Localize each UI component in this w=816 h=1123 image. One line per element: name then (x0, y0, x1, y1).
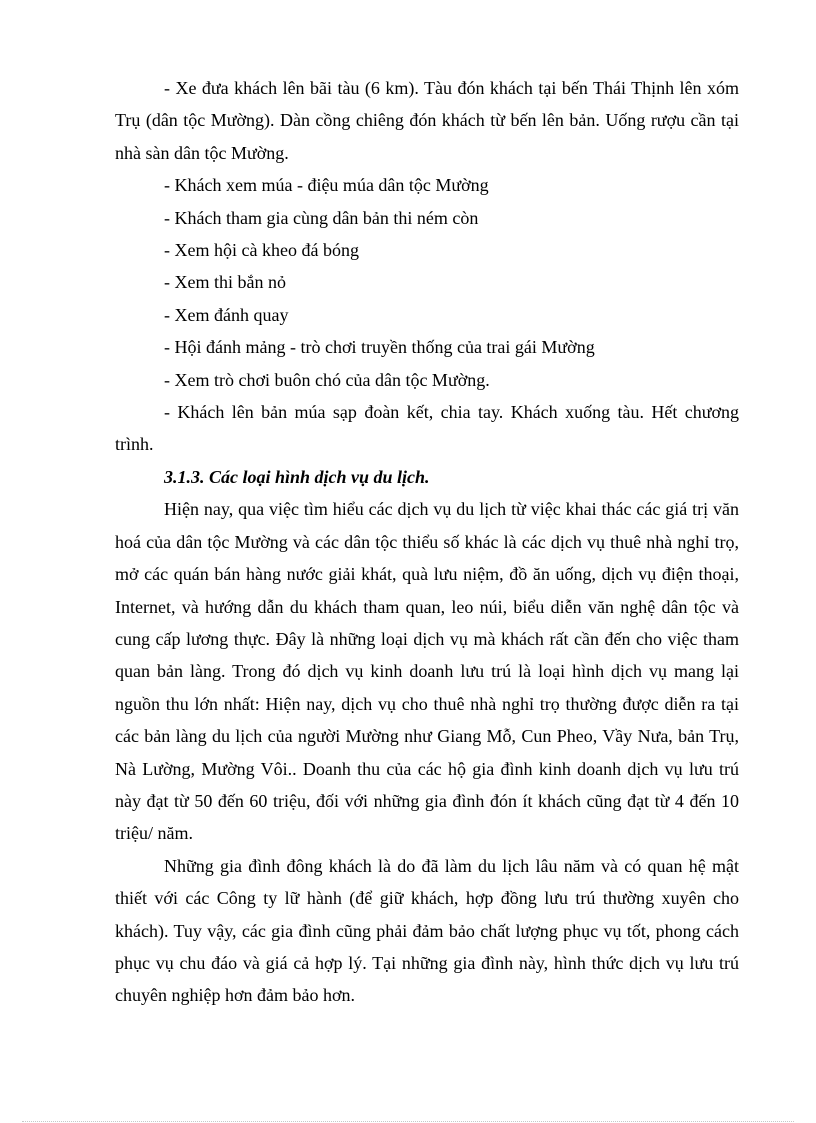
body-paragraph-2: Những gia đình đông khách là do đã làm du lịch lâu năm và có quan hệ mật thiết với các Công ty lữ hành (để giữ khách, hợp đồng lưu trú thường xuyên cho khách). Tuy vậy, các gia đình cũng phải đảm bảo chất lượng phục vụ tốt, phong cách phục vụ chu đáo và giá cả hợp lý. Tại những gia đình này, hình thức dịch vụ lưu trú chuyên nghiệp hơn đảm bảo hơn. (115, 855, 739, 1006)
closing-item: - Khách lên bản múa sạp đoàn kết, chia tay. Khách xuống tàu. Hết chương trình. (115, 402, 739, 455)
program-item: - Khách xem múa - điệu múa dân tộc Mường (164, 175, 489, 196)
program-item: - Hội đánh mảng - trò chơi truyền thống của trai gái Mường (164, 337, 595, 358)
program-item: - Xem trò chơi buôn chó của dân tộc Mường. (164, 369, 490, 390)
program-item: - Khách tham gia cùng dân bản thi ném còn (164, 207, 479, 228)
program-item: - Xem hội cà kheo đá bóng (164, 240, 359, 261)
program-item: - Xem đánh quay (164, 304, 289, 325)
program-item: - Xem thi bắn nỏ (164, 272, 286, 293)
body-paragraph-1: Hiện nay, qua việc tìm hiểu các dịch vụ du lịch từ việc khai thác các giá trị văn hoá của dân tộc Mường và các dân tộc thiểu số khác là các dịch vụ thuê nhà nghỉ trọ, mở các quán bán hàng nước giải khát, quà lưu niệm, đồ ăn uống, dịch vụ điện thoại, Internet, và hướng dẫn du khách tham quan, leo núi, biểu diễn văn nghệ dân tộc và cung cấp lương thực. Đây là những loại dịch vụ mà khách rất cần đến cho việc tham quan bản làng. Trong đó dịch vụ kinh doanh lưu trú là loại hình dịch vụ mang lại nguồn thu lớn nhất: Hiện nay, dịch vụ cho thuê nhà nghỉ trọ thường được diễn ra tại các bản làng du lịch của người Mường như Giang Mỗ, Cun Pheo, Vầy Nưa, bản Trụ, Nà Lường, Mường Vôi.. Doanh thu của các hộ gia đình kinh doanh dịch vụ lưu trú này đạt từ 50 đến 60 triệu, đối với những gia đình đón ít khách cũng đạt từ 4 đến 10 triệu/ năm. (115, 499, 739, 844)
section-heading: 3.1.3. Các loại hình dịch vụ du lịch. (164, 466, 430, 487)
footer-divider (22, 1121, 794, 1122)
program-list (115, 169, 739, 396)
intro-paragraph: - Xe đưa khách lên bãi tàu (6 km). Tàu đón khách tại bến Thái Thịnh lên xóm Trụ (dân tộc Mường). Dàn cồng chiêng đón khách từ bến lên bản. Uống rượu cần tại nhà sàn dân tộc Mường. (115, 78, 739, 163)
document-page (115, 72, 739, 1012)
